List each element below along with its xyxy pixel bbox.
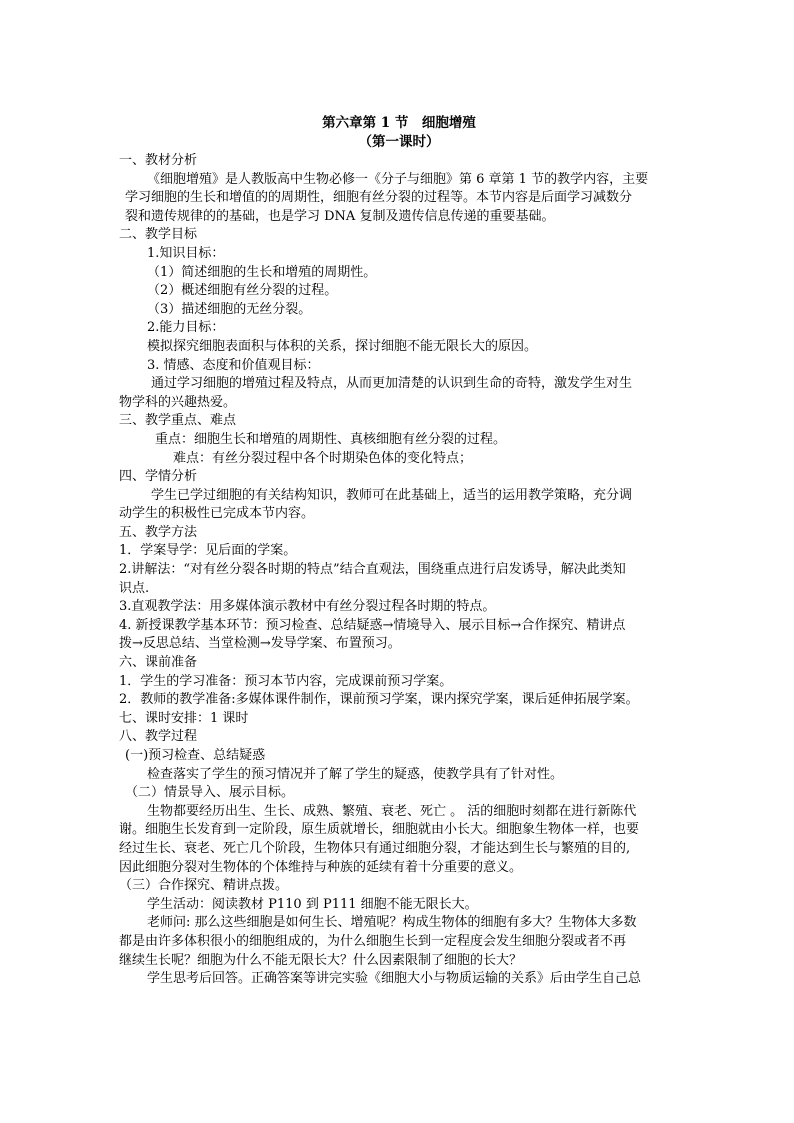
paragraph-line: 检查落实了学生的预习情况并了解了学生的疑惑，使教学具有了针对性。 <box>147 766 564 782</box>
subsection-heading: （三）合作探究、精讲点拨。 <box>119 878 289 894</box>
paragraph-line: 模拟探究细胞表面积与体积的关系，探讨细胞不能无限长大的原因。 <box>147 338 538 354</box>
subsection-heading: 3. 情感、态度和价值观目标： <box>147 357 320 373</box>
list-item: （3）描述细胞的无丝分裂。 <box>147 301 312 317</box>
paragraph-line: 谢。细胞生长发育到一定阶段，原生质就增长，细胞就由小长大。细胞象生物体一样，也要 <box>119 822 640 838</box>
paragraph-line: 物学科的兴趣热爱。 <box>119 394 237 410</box>
document-page <box>119 114 679 989</box>
paragraph-line: 拨→反思总结、当堂检测→发导学案、布置预习。 <box>119 636 401 652</box>
paragraph-line: 《细胞增殖》是人教版高中生物必修一《分子与细胞》第 6 章第 1 节的教学内容，主要 <box>147 171 649 187</box>
paragraph-line: 都是由许多体积很小的细胞组成的，为什么细胞生长到一定程度会发生细胞分裂或者不再 <box>119 933 627 949</box>
section-heading: 七、课时安排：1 课时 <box>119 710 249 726</box>
list-item: 4. 新授课教学基本环节：预习检查、总结疑惑→情境导入、展示目标→合作探究、精讲点 <box>119 617 626 633</box>
section-heading: 五、教学方法 <box>119 524 198 540</box>
section-heading: 四、学情分析 <box>119 469 198 485</box>
list-item: （1）简述细胞的生长和增殖的周期性。 <box>147 264 377 280</box>
paragraph-line: 学习细胞的生长和增值的的周期性，细胞有丝分裂的过程等。本节内容是后面学习减数分 <box>125 190 633 206</box>
list-item: 2．教师的教学准备:多媒体课件制作，课前预习学案，课内探究学案，课后延伸拓展学案。 <box>119 692 639 708</box>
subsection-heading: (一)预习检查、总结疑惑 <box>125 748 266 763</box>
paragraph-line: 因此细胞分裂对生物体的个体维持与种族的延续有着十分重要的意义。 <box>119 859 523 875</box>
paragraph-line: 老师问: 那么这些细胞是如何生长、增殖呢？构成生物体的细胞有多大？生物体大多数 <box>147 915 637 931</box>
section-heading: 三、教学重点、难点 <box>119 413 237 429</box>
subsection-heading: 2.能力目标： <box>147 320 225 336</box>
paragraph-line: 学生思考后回答。正确答案等讲完实验《细胞大小与物质运输的关系》后由学生自己总 <box>147 971 642 987</box>
paragraph-line: 经过生长、衰老、死亡几个阶段，生物体只有通过细胞分裂，才能达到生长与繁殖的目的, <box>119 840 631 856</box>
list-item: 3.直观教学法：用多媒体演示教材中有丝分裂过程各时期的特点。 <box>119 599 496 615</box>
paragraph-line: 难点：有丝分裂过程中各个时期染色体的变化特点； <box>173 450 473 466</box>
paragraph-line: 重点：细胞生长和增殖的周期性、真核细胞有丝分裂的过程。 <box>155 431 507 447</box>
subsection-heading: （二）情景导入、展示目标。 <box>125 785 295 801</box>
paragraph-line: 识点. <box>119 580 150 596</box>
list-item: 2.讲解法：“对有丝分裂各时期的特点”结合直观法，围绕重点进行启发诱导，解决此类知 <box>119 562 626 578</box>
section-heading: 八、教学过程 <box>119 729 198 745</box>
paragraph-line: 通过学习细胞的增殖过程及特点，从而更加清楚的认识到生命的奇特，激发学生对生 <box>151 376 633 392</box>
section-heading: 一、教材分析 <box>119 153 198 168</box>
paragraph-line: 继续生长呢？细胞为什么不能无限长大？什么因素限制了细胞的长大？ <box>119 952 523 968</box>
paragraph-line: 学生已学过细胞的有关结构知识，教师可在此基础上，适当的运用教学策略，充分调 <box>151 487 633 503</box>
subsection-heading: 1.知识目标： <box>147 245 225 261</box>
list-item: （2）概述细胞有丝分裂的过程。 <box>147 283 338 299</box>
list-item: 1．学案导学：见后面的学案。 <box>119 543 297 559</box>
paragraph-line: 学生活动：阅读教材 P110 到 P111 细胞不能无限长大。 <box>147 896 478 912</box>
document-title: 第六章第 1 节 细胞增殖 <box>322 115 476 131</box>
section-heading: 二、教学目标 <box>119 227 198 243</box>
paragraph-line: 裂和遗传规律的的基础，也是学习 DNA 复制及遗传信息传递的重要基础。 <box>125 208 555 224</box>
list-item: 1．学生的学习准备：预习本节内容，完成课前预习学案。 <box>119 673 453 689</box>
paragraph-line: 生物都要经历出生、生长、成熟、繁殖、衰老、死亡 。 活的细胞时刻都在进行新陈代 <box>147 803 637 819</box>
document-subtitle: （第一课时） <box>358 134 440 150</box>
section-heading: 六、课前准备 <box>119 655 198 671</box>
paragraph-line: 动学生的积极性已完成本节内容。 <box>119 506 315 522</box>
